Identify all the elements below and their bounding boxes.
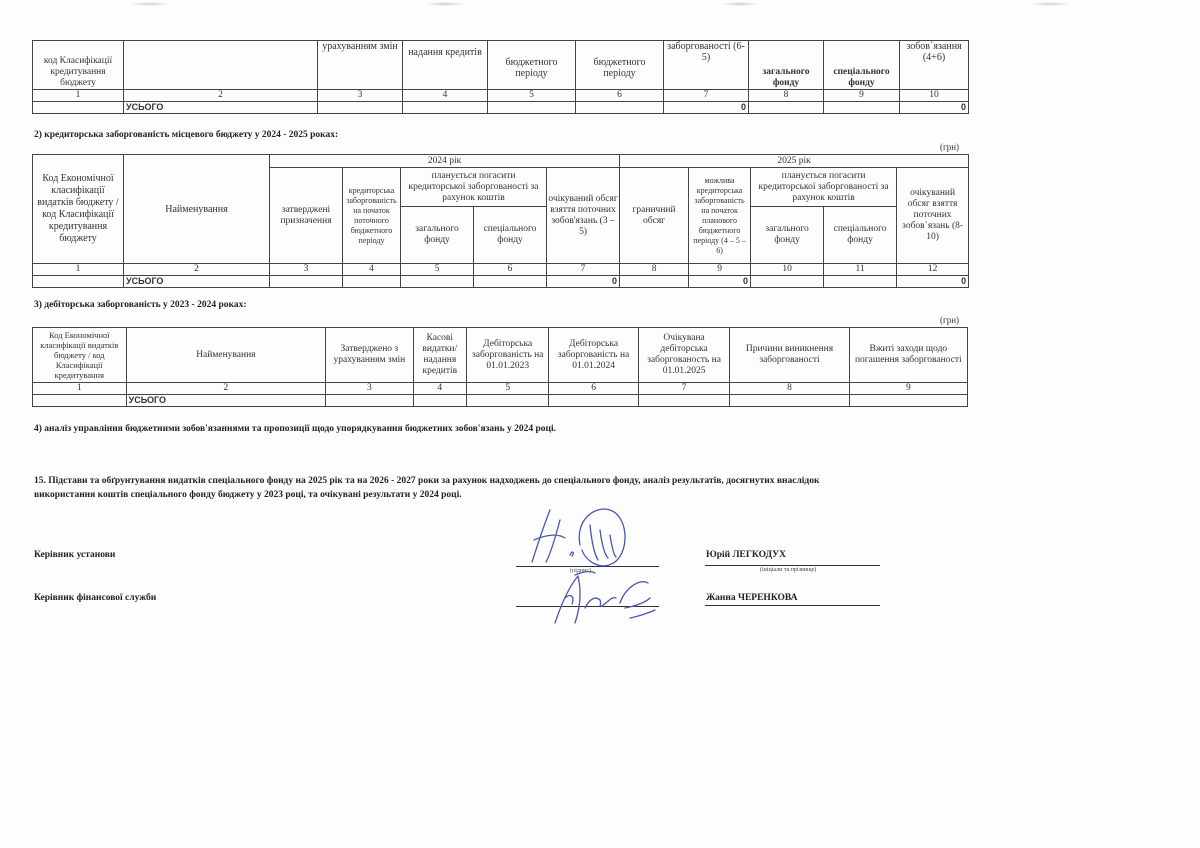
finance-signature-icon bbox=[530, 568, 670, 628]
table-creditor-debt-2024-2025 bbox=[32, 154, 969, 288]
header-expected-2025: Очікувана дебіторська заборгованость на 01.01.2025 bbox=[638, 328, 730, 383]
cell-empty bbox=[343, 276, 401, 288]
table-receivables-2023-2024 bbox=[32, 327, 968, 407]
header-cash: надання кредитів bbox=[403, 41, 488, 90]
header-debt-start: кредиторська заборгованість на початок поточного бюджетного періоду bbox=[343, 168, 401, 264]
total-label: УСЬОГО bbox=[126, 395, 326, 407]
head-name-line bbox=[705, 565, 880, 566]
cell-empty bbox=[488, 102, 576, 114]
cell-empty bbox=[751, 276, 824, 288]
cell-empty bbox=[33, 395, 127, 407]
header-reasons: Причини виникнення заборгованості bbox=[730, 328, 849, 383]
header-planned-repay-2025: планується погасити кредиторської заборгованості за рахунок коштів bbox=[751, 168, 897, 207]
col-num: 7 bbox=[638, 383, 730, 395]
header-measures: Вжиті заходи щодо погашення заборгованості bbox=[849, 328, 967, 383]
cell-empty bbox=[620, 276, 689, 288]
col-num: 2 bbox=[124, 90, 318, 102]
col-num: 5 bbox=[488, 90, 576, 102]
total-value: 0 bbox=[897, 276, 969, 288]
col-num: 7 bbox=[664, 90, 749, 102]
cell-empty bbox=[730, 395, 849, 407]
col-num: 6 bbox=[576, 90, 664, 102]
column-number-row bbox=[33, 264, 969, 276]
col-num: 5 bbox=[467, 383, 549, 395]
cell-empty bbox=[638, 395, 730, 407]
scan-artifact bbox=[1030, 2, 1070, 6]
total-row bbox=[33, 276, 969, 288]
header-debt-start: бюджетного періоду bbox=[488, 41, 576, 90]
cell-empty bbox=[824, 276, 897, 288]
col-num: 3 bbox=[270, 264, 343, 276]
col-num: 5 bbox=[401, 264, 474, 276]
header-commitments: зобов`язання (4+6) bbox=[900, 41, 969, 90]
finance-name: Жанна ЧЕРЕНКОВА bbox=[706, 593, 798, 603]
section-4-title: 4) аналіз управління бюджетними зобов'язаннями та пропозиції щодо упорядкування бюджетних зобов'язань у 2024 році. bbox=[34, 424, 557, 434]
total-value: 0 bbox=[900, 102, 969, 114]
col-num: 10 bbox=[900, 90, 969, 102]
header-name: Найменування bbox=[124, 155, 270, 264]
column-number-row bbox=[33, 383, 968, 395]
col-num: 9 bbox=[849, 383, 967, 395]
unit-label: (грн) bbox=[940, 142, 960, 152]
section-15-text: 15. Підстави та обґрунтування видатків спеціального фонду на 2025 рік та на 2026 - 2027 роки за рахунок надходжень до спеціального фонду, аналіз результатів, досягнутих внаслідок використання коштів спеціального фонду бюджету у 2023 році, та очікувані результати у 2024 році. bbox=[34, 476, 820, 500]
cell-empty bbox=[749, 102, 824, 114]
cell-empty bbox=[33, 276, 124, 288]
cell-empty bbox=[413, 395, 466, 407]
col-num: 4 bbox=[343, 264, 401, 276]
table-credit-debt-previous bbox=[32, 40, 969, 114]
column-number-row bbox=[33, 90, 969, 102]
header-special-fund: спеціального фонду bbox=[824, 41, 900, 90]
total-label: УСЬОГО bbox=[124, 276, 270, 288]
col-num: 4 bbox=[413, 383, 466, 395]
col-num: 2 bbox=[124, 264, 270, 276]
name-caption: (ініціали та прізвище) bbox=[760, 567, 817, 573]
header-special-fund: спеціального фонду bbox=[474, 207, 547, 264]
col-num: 4 bbox=[403, 90, 488, 102]
col-num: 10 bbox=[751, 264, 824, 276]
finance-label: Керівник фінансової служби bbox=[34, 593, 157, 603]
head-name: Юрій ЛЕГКОДУХ bbox=[706, 550, 786, 560]
col-num: 1 bbox=[33, 90, 124, 102]
col-num: 6 bbox=[549, 383, 638, 395]
cell-empty bbox=[467, 395, 549, 407]
col-num: 7 bbox=[547, 264, 620, 276]
header-planned-repay-2024: планується погасити кредиторської заборгованості за рахунок коштів bbox=[401, 168, 547, 207]
finance-name-line bbox=[705, 605, 880, 606]
header-code bbox=[33, 155, 124, 264]
header-general-fund: загального фонду bbox=[401, 207, 474, 264]
col-num: 9 bbox=[824, 90, 900, 102]
scan-artifact bbox=[425, 2, 465, 6]
total-label: УСЬОГО bbox=[124, 102, 318, 114]
unit-label: (грн) bbox=[940, 315, 960, 325]
header-limit: граничний обсяг bbox=[620, 168, 689, 264]
col-num: 12 bbox=[897, 264, 969, 276]
header-name bbox=[124, 41, 318, 90]
cell-empty bbox=[849, 395, 967, 407]
header-code: код Класифікації кредитування бюджету bbox=[33, 41, 124, 90]
total-value: 0 bbox=[664, 102, 749, 114]
header-code: Код Економічної класифікації видатків бюджету / код Класифікації кредитування bbox=[33, 328, 127, 383]
signature-caption: (підпис) bbox=[570, 568, 592, 574]
header-receivable-2023: Дебіторська заборгованість на 01.01.2023 bbox=[467, 328, 549, 383]
total-value: 0 bbox=[547, 276, 620, 288]
cell-empty bbox=[824, 102, 900, 114]
header-debt-end: бюджетного періоду bbox=[576, 41, 664, 90]
col-num: 1 bbox=[33, 383, 127, 395]
col-num: 11 bbox=[824, 264, 897, 276]
cell-empty bbox=[403, 102, 488, 114]
total-value: 0 bbox=[689, 276, 751, 288]
col-num: 9 bbox=[689, 264, 751, 276]
header-expected-3-5: очікуваний обсяг взяття поточних зобов'язань (3 – 5) bbox=[547, 168, 620, 264]
col-num: 1 bbox=[33, 264, 124, 276]
cell-empty bbox=[474, 276, 547, 288]
col-num: 8 bbox=[620, 264, 689, 276]
col-num: 6 bbox=[474, 264, 547, 276]
header-year-2024: 2024 рік bbox=[270, 155, 620, 168]
header-approved: урахуванням змін bbox=[318, 41, 403, 90]
header-approved: Затверджено з урахуванням змін bbox=[326, 328, 413, 383]
header-receivable-2024: Дебіторська заборгованість на 01.01.2024 bbox=[549, 328, 638, 383]
col-num: 2 bbox=[126, 383, 326, 395]
col-num: 3 bbox=[318, 90, 403, 102]
header-possible-debt: можлива кредиторська заборгованість на початок планового бюджетного періоду (4 – 5 – 6) bbox=[689, 168, 751, 264]
cell-empty bbox=[318, 102, 403, 114]
scan-artifact bbox=[130, 2, 170, 6]
header-name: Найменування bbox=[126, 328, 326, 383]
section-3-title: 3) дебіторська заборгованість у 2023 - 2024 роках: bbox=[34, 300, 247, 310]
header-general-fund: загального фонду bbox=[749, 41, 824, 90]
section-2-title: 2) кредиторська заборгованість місцевого бюджету у 2024 - 2025 роках: bbox=[34, 130, 339, 140]
header-code-text: Код Економічної класифікації видатків бюджету / код Класифікації кредитування бюджету bbox=[37, 173, 119, 244]
header-special-fund: спеціального фонду bbox=[824, 207, 897, 264]
header-cash: Касові видатки/ надання кредитів bbox=[413, 328, 466, 383]
cell-empty bbox=[576, 102, 664, 114]
header-debt-change: заборгованості (6-5) bbox=[664, 41, 749, 90]
cell-empty bbox=[401, 276, 474, 288]
head-label: Керівник установи bbox=[34, 550, 116, 560]
header-expected-8-10: очікуваний обсяг взяття поточних зобов`язань (8-10) bbox=[897, 168, 969, 264]
cell-empty bbox=[33, 102, 124, 114]
total-row bbox=[33, 102, 969, 114]
col-num: 3 bbox=[326, 383, 413, 395]
col-num: 8 bbox=[730, 383, 849, 395]
cell-empty bbox=[326, 395, 413, 407]
header-approved: затверджені призначення bbox=[270, 168, 343, 264]
header-year-2025: 2025 рік bbox=[620, 155, 969, 168]
cell-empty bbox=[270, 276, 343, 288]
scan-artifact bbox=[720, 2, 760, 6]
col-num: 8 bbox=[749, 90, 824, 102]
header-general-fund: загального фонду bbox=[751, 207, 824, 264]
cell-empty bbox=[549, 395, 638, 407]
total-row bbox=[33, 395, 968, 407]
